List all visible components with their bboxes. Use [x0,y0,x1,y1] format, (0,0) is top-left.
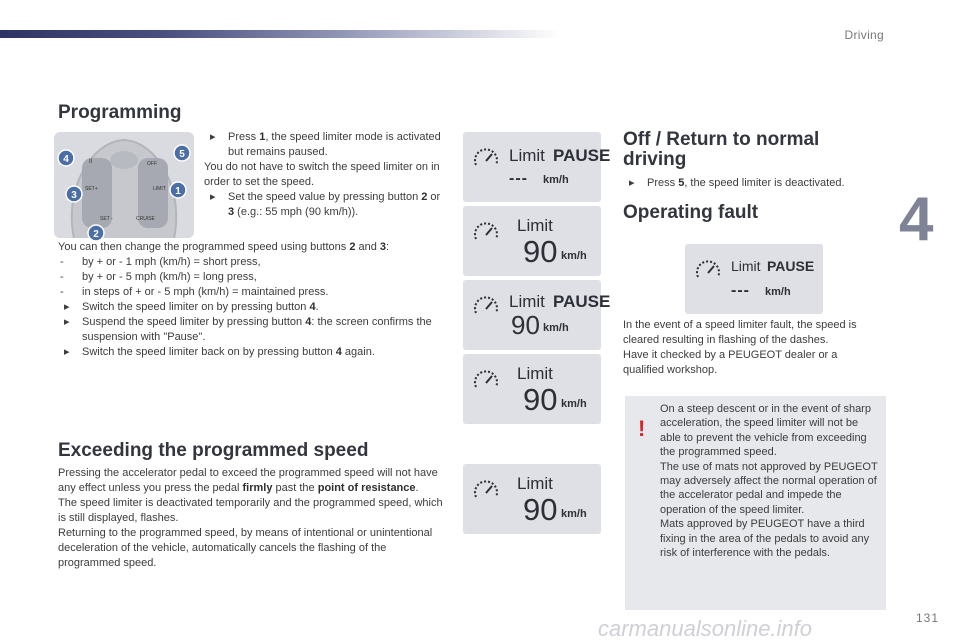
section-title: Driving [844,28,884,42]
exceeding-p2: The speed limiter is deactivated temporarily and the programmed speed, which is still displayed, flashes. [58,497,443,524]
display-limit-label: Limit [517,364,553,383]
speedometer-icon [473,294,499,316]
display-unit: km/h [543,322,569,334]
programming-heading: Programming [58,102,182,123]
display-limit-pause-dashes [463,132,611,202]
display-speed: 90 [523,382,558,417]
step-switch-back: ▸ Switch the speed limiter back on by pressing button 4 again. [64,346,375,358]
page-number: 131 [916,611,940,625]
operating-fault-text [623,318,879,378]
warning-text [660,402,880,560]
display-unit: km/h [561,508,587,520]
bullet-icon: ▸ [64,346,70,358]
wheel-label-off: OFF [147,161,157,167]
adjust-intro: You can then change the programmed speed using buttons 2 and 3: [58,241,390,253]
exceeding-p1: Pressing the accelerator pedal to exceed the programmed speed will not have any effect unless you press the pedal firmly past the point of resistance. [58,467,438,494]
display-limit-label: Limit [731,258,761,274]
display-speed: 90 [523,234,558,269]
dash-item: - in steps of + or - 5 mph (km/h) = maintained press. [60,286,329,298]
display-speed: 90 [523,492,558,527]
display-unit: km/h [561,398,587,410]
display-unit: km/h [561,250,587,262]
wheel-label-setplus: SET+ [85,186,98,192]
speedometer-icon [473,368,499,390]
bullet-icon: ▸ [629,177,635,189]
bullet-icon: ▸ [64,301,70,313]
step-suspend: ▸ Suspend the speed limiter by pressing button 4: the screen confirms the suspension with "Pause". [64,316,432,343]
bullet-icon: ▸ [210,191,216,203]
display-limit-90-2 [463,354,601,424]
display-pause-label: PAUSE [553,292,611,311]
chapter-number: 4 [899,185,934,254]
wheel-label-3: 3 [71,190,77,201]
step-press-5: ▸ Press 5, the speed limiter is deactivated. [629,177,845,189]
wheel-label-pause: II [89,159,93,165]
display-limit-90-flashing [463,464,601,534]
speedometer-icon [695,258,721,280]
exceeding-text [58,466,450,571]
warning-p3: Mats approved by PEUGEOT have a third fixing in the area of the pedals to avoid any risk of interference with the pedals. [660,518,870,560]
wheel-label-cruise: CRUISE [136,216,155,222]
display-limit-pause-90 [463,280,611,350]
display-pause-label: PAUSE [767,258,815,274]
warning-box [625,396,886,610]
step-switch-on: ▸ Switch the speed limiter on by pressing button 4. [64,301,319,313]
wheel-label-limit: LIMIT [153,186,166,192]
steering-wheel-icon [54,132,194,238]
warning-icon: ! [638,416,646,441]
programming-steps [204,130,444,220]
off-return-heading: Off / Return to normal driving [623,129,820,170]
bullet-icon: ▸ [210,131,216,143]
display-limit-label: Limit [517,216,553,235]
exceeding-p3: Returning to the programmed speed, by means of intentional or unintentional deceleration of the vehicle, automatically cancels the flashing of the programmed speed. [58,527,433,569]
exceeding-heading: Exceeding the programmed speed [58,440,369,461]
bullet-icon: ▸ [64,316,70,328]
wheel-label-5: 5 [179,149,185,160]
display-limit-90 [463,206,601,276]
display-limit-label: Limit [509,146,545,165]
fault-p1: In the event of a speed limiter fault, the speed is cleared resulting in flashing of the dashes. [623,319,857,346]
warning-p2: The use of mats not approved by PEUGEOT may adversely affect the normal operation of the accelerator pedal and impede the operation of the speed limiter. [660,460,878,516]
display-fault-dashes [685,244,823,314]
display-dashes: --- [731,282,750,299]
header-accent-bar [0,30,560,38]
speedometer-icon [473,220,499,242]
wheel-label-1: 1 [175,186,181,197]
display-limit-label: Limit [517,474,553,493]
wheel-label-setminus: SET - [100,216,113,222]
watermark: carmanualsonline.info [598,616,813,641]
off-return-text [623,176,883,191]
display-unit: km/h [765,286,791,298]
display-unit: km/h [543,174,569,186]
dash-item: - by + or - 1 mph (km/h) = short press, [60,256,261,268]
steering-wheel-controls-image [54,132,194,238]
note-no-switch: You do not have to switch the speed limiter on in order to set the speed. [204,161,440,188]
speedometer-icon [473,478,499,500]
programming-adjust [58,240,448,360]
display-limit-label: Limit [509,292,545,311]
display-pause-label: PAUSE [553,146,611,165]
operating-fault-heading: Operating fault [623,202,759,223]
display-dashes: --- [509,170,528,187]
step-press-1: ▸ Press 1, the speed limiter mode is activated but remains paused. [210,131,441,158]
display-speed: 90 [511,310,540,340]
warning-p1: On a steep descent or in the event of sharp acceleration, the speed limiter will not be able to prevent the vehicle from exceeding the programmed speed. [660,403,871,459]
wheel-label-4: 4 [63,154,69,165]
dash-item: - by + or - 5 mph (km/h) = long press, [60,271,257,283]
step-set-speed: ▸ Set the speed value by pressing button 2 or 3 (e.g.: 55 mph (90 km/h)). [210,191,441,218]
speedometer-icon [473,146,499,168]
fault-p2: Have it checked by a PEUGEOT dealer or a qualified workshop. [623,349,838,376]
wheel-label-2: 2 [93,229,99,240]
